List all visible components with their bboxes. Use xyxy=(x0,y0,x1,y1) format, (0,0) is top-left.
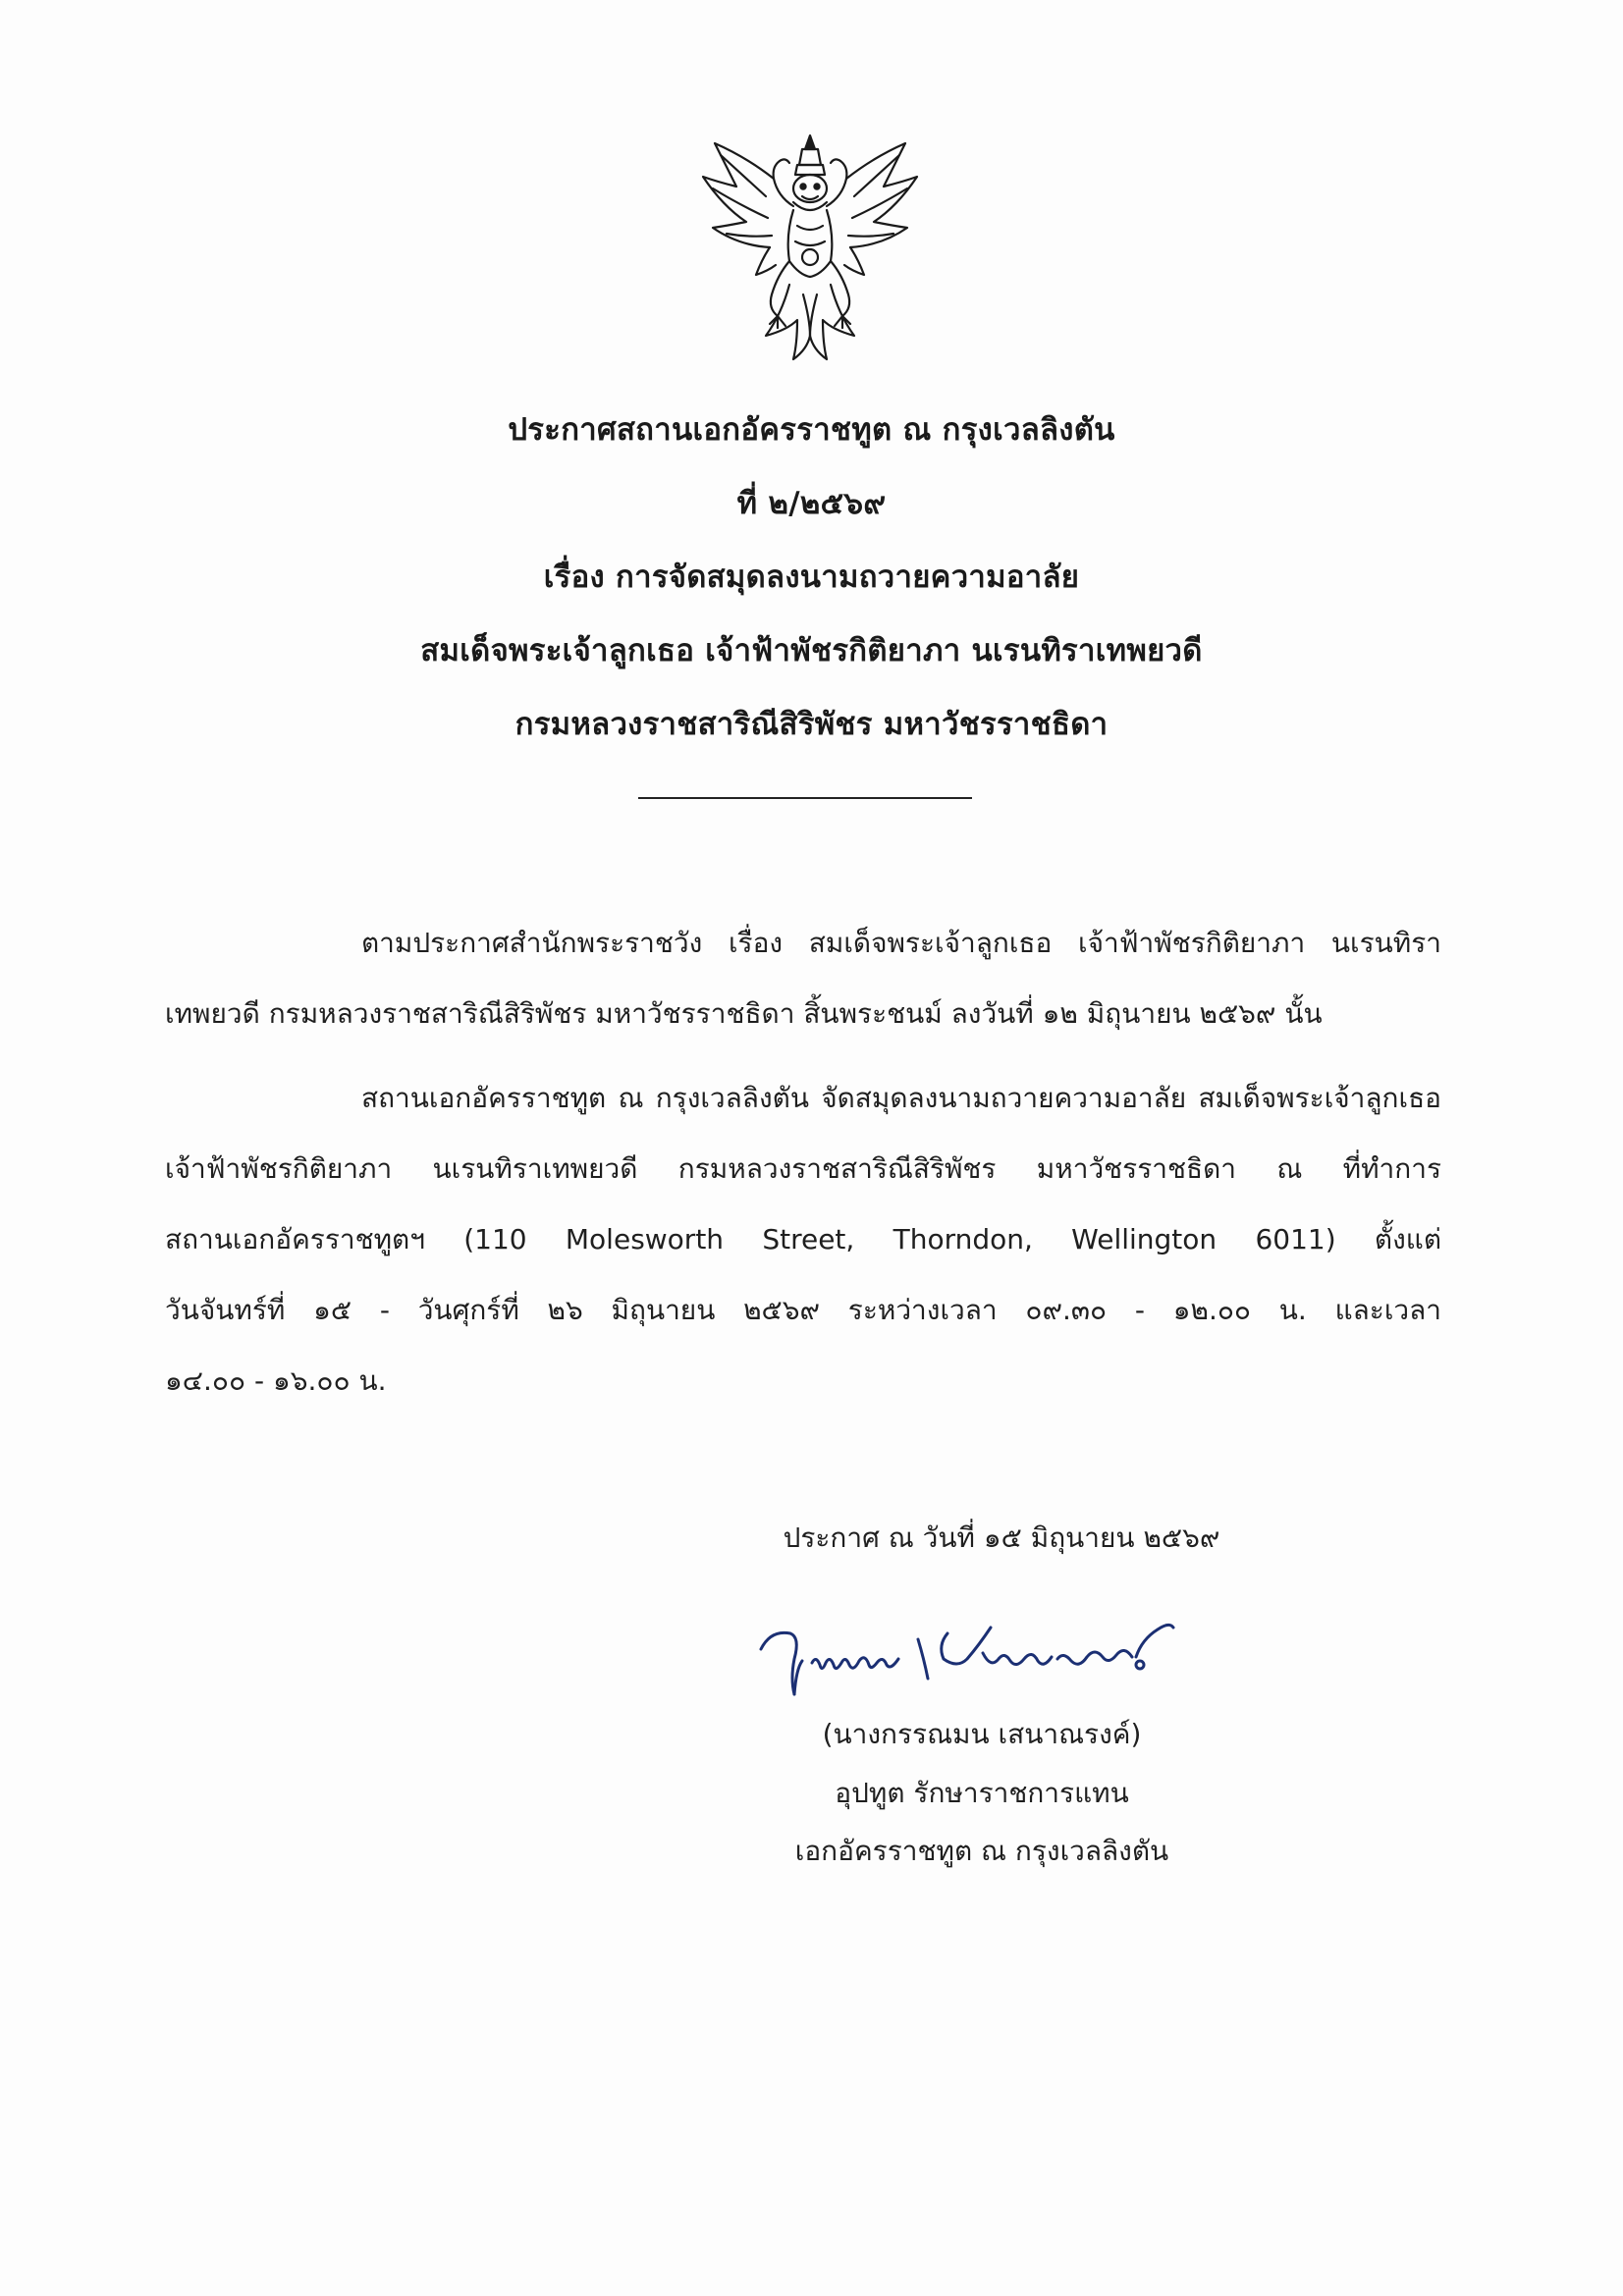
signer-position: อุปทูต รักษาราชการแทน xyxy=(835,1777,1129,1809)
handwritten-signature xyxy=(751,1600,1262,1708)
announcement-date: ประกาศ ณ วันที่ ๑๕ มิถุนายน ๒๕๖๙ xyxy=(783,1522,1220,1554)
announcement-title: ประกาศสถานเอกอัครราชทูต ณ กรุงเวลลิงตัน xyxy=(508,412,1115,448)
body-paragraph-1 xyxy=(165,908,1441,1049)
paragraph-line: ๑๔.๐๐ - ๑๖.๐๐ น. xyxy=(165,1364,387,1397)
announcement-header xyxy=(196,410,1427,778)
paragraph-line: เทพยวดี กรมหลวงราชสาริณีสิริพัชร มหาวัชรราชธิดา สิ้นพระชนม์ ลงวันที่ ๑๒ มิถุนายน ๒๕๖๙ นั้น xyxy=(165,997,1323,1030)
paragraph-line: เจ้าฟ้าพัชรกิติยาภา นเรนทิราเทพยวดี กรมหลวงราชสาริณีสิริพัชร มหาวัชรราชธิดา ณ ที่ทำการ xyxy=(165,1152,1441,1185)
announcement-subject: เรื่อง การจัดสมุดลงนามถวายความอาลัย xyxy=(543,560,1080,595)
paragraph-line: วันจันทร์ที่ ๑๕ - วันศุกร์ที่ ๒๖ มิถุนายน ๒๕๖๙ ระหว่างเวลา ๐๙.๓๐ - ๑๒.๐๐ น. และเวลา xyxy=(165,1294,1441,1326)
announcement-number: ที่ ๒/๒๕๖๙ xyxy=(736,486,887,521)
body-paragraph-2 xyxy=(165,1063,1441,1416)
signer-name: (นางกรรณมน เสนาณรงค์) xyxy=(822,1718,1142,1750)
paragraph-line: สถานเอกอัครราชทูต ณ กรุงเวลลิงตัน จัดสมุดลงนามถวายความอาลัย สมเด็จพระเจ้าลูกเธอ xyxy=(361,1082,1441,1114)
subject-line-royal-name: สมเด็จพระเจ้าลูกเธอ เจ้าฟ้าพัชรกิติยาภา นเรนทิราเทพยวดี xyxy=(420,633,1203,668)
signer-office: เอกอัครราชทูต ณ กรุงเวลลิงตัน xyxy=(794,1835,1169,1867)
paragraph-line: ตามประกาศสำนักพระราชวัง เรื่อง สมเด็จพระเจ้าลูกเธอ เจ้าฟ้าพัชรกิติยาภา นเรนทิรา xyxy=(361,927,1441,959)
paragraph-line: สถานเอกอัครราชทูตฯ (110 Molesworth Street, Thorndon, Wellington 6011) ตั้งแต่ xyxy=(165,1223,1441,1255)
subject-line-royal-title: กรมหลวงราชสาริณีสิริพัชร มหาวัชรราชธิดา xyxy=(514,707,1109,742)
garuda-emblem-icon xyxy=(687,128,933,368)
header-divider xyxy=(638,797,972,799)
